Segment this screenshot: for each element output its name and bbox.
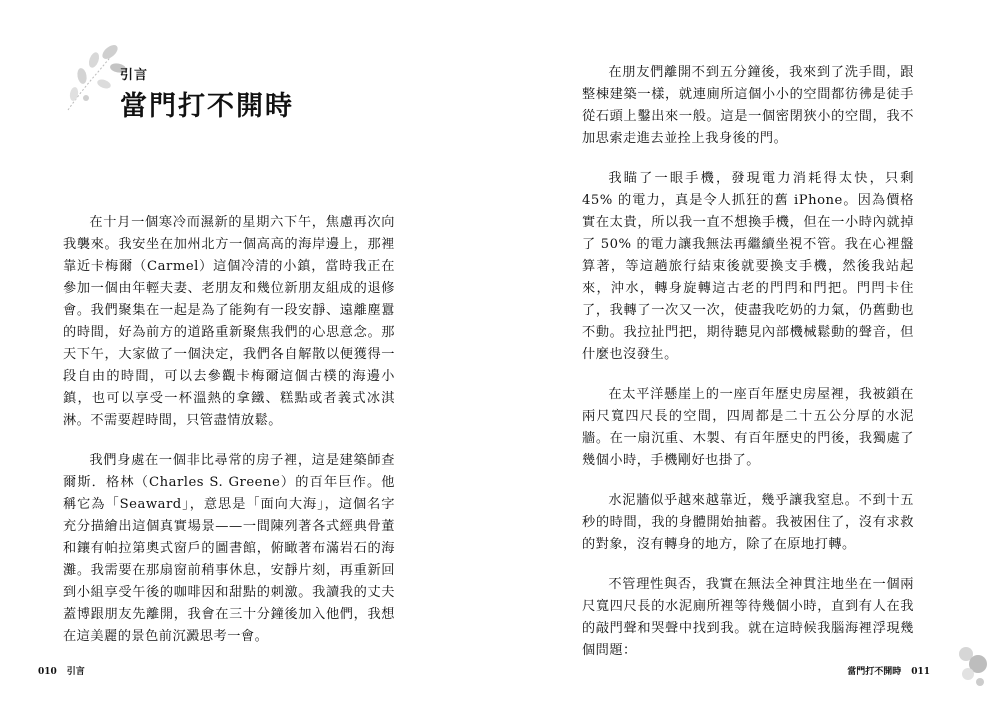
chapter-title: 當門打不開時: [120, 91, 294, 122]
left-folio: [38, 664, 95, 677]
paragraph: 不管理性與否，我實在無法全神貫注地坐在一個兩尺寬四尺長的水泥廁所裡等待幾個小時，直到有人在我的敲門聲和哭聲中找到我。就在這時候我腦海裡浮現幾個問題：: [582, 577, 914, 658]
paragraph: 水泥牆似乎越來越靠近，幾乎讓我窒息。不到十五秒的時間，我的身體開始抽蓄。我被困住了，沒有求救的對象，沒有轉身的地方，除了在原地打轉。: [582, 493, 914, 552]
page-number: 010: [38, 667, 57, 677]
left-body-text: [63, 212, 395, 666]
running-head: 當門打不開時: [847, 667, 902, 677]
paragraph: 在太平洋懸崖上的一座百年歷史房屋裡，我被鎖在兩尺寬四尺長的空間，四周都是二十五公分厚的水泥牆。在一扇沉重、木製、有百年歷史的門後，我獨處了幾個小時，手機剛好也掛了。: [582, 387, 914, 468]
right-folio: [837, 664, 930, 677]
running-head: 引言: [66, 667, 85, 677]
page-number: 011: [911, 667, 930, 677]
right-body-text: [582, 62, 914, 680]
chapter-label: 引言: [120, 68, 149, 83]
paragraph: 在十月一個寒冷而濕新的星期六下午，焦慮再次向我襲來。我安坐在加州北方一個高高的海岸邊上，那裡靠近卡梅爾（Carmel）這個冷清的小鎮，當時我正在參加一個由年輕夫妻、老朋友和幾位新朋友組成的退修會。我們聚集在一起是為了能夠有一段安靜、遠離塵囂的時間，好為前方的道路重新聚焦我們的心思意念。那天下午，大家做了一個決定，我們各自解散以便獲得一段自由的時間，可以去參觀卡梅爾這個古樸的海邊小鎮，也可以享受一杯溫熱的拿鐵、糕點或者義式冰淇淋。不需要趕時間，只管盡情放鬆。: [63, 215, 395, 428]
right-page: [500, 0, 1000, 709]
paragraph: 我瞄了一眼手機，發現電力消耗得太快，只剩 45% 的電力，真是令人抓狂的舊 iPhone。因為價格實在太貴，所以我一直不想換手機，但在一小時內就掉了 50% 的電力讓我無法再繼續坐視不管。我在心裡盤算著，等這趟旅行結束後就要換支手機，然後我站起來，沖水，轉身旋轉這古老的門閂和門把。門閂卡住了，我轉了一次又一次，使盡我吃奶的力氣，仍舊動也不動。我拉扯門把，期待聽見內部機械鬆動的聲音，但什麼也沒發生。: [582, 171, 914, 362]
paragraph: 在朋友們離開不到五分鐘後，我來到了洗手間，跟整棟建築一樣，就連廁所這個小小的空間都彷彿是徒手從石頭上鑿出來一般。這是一個密閉狹小的空間，我不加思索走進去並拴上我身後的門。: [582, 65, 914, 146]
circle-cluster-decoration: [952, 640, 992, 690]
paragraph: 我們身處在一個非比尋常的房子裡，這是建築師查爾斯．格林（Charles S. Greene）的百年巨作。他稱它為「Seaward」，意思是「面向大海」，這個名字充分描繪出這個真實場景——一間陳列著各式經典骨董和鑲有帕拉第奧式窗戶的圖書館，俯瞰著布滿岩石的海灘。我需要在那扇窗前稍事休息，安靜片刻，再重新回到小組享受午後的咖啡因和甜點的刺激。我讀我的丈夫蓋博跟朋友先離開，我會在三十分鐘後加入他們，我想在這美麗的景色前沉澱思考一會。: [63, 453, 395, 644]
